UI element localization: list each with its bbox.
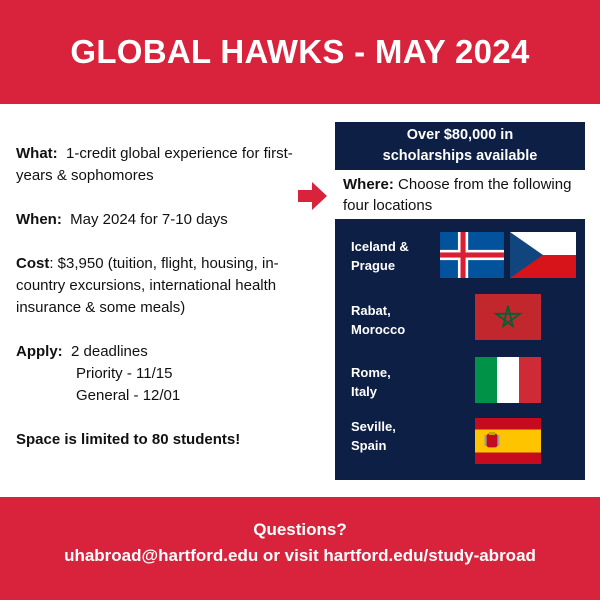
italy-flag-icon [475,357,541,403]
cost-item [16,253,316,319]
locations-panel [335,219,585,480]
where-text: Choose from the following four locations [343,176,572,214]
scholarship-line1: Over $80,000 in [406,127,514,143]
right-arrow-icon [298,181,328,211]
czech-flag-icon [510,232,576,278]
where-label: Where: [343,176,394,193]
location-line: Rome, [351,365,391,380]
location-line: Spain [351,438,387,453]
spain-flag-icon [475,418,541,464]
location-iceland-prague [351,237,409,275]
cost-label: Cost [16,255,50,272]
location-line: Rabat, [351,303,391,318]
location-rabat [351,301,405,339]
info-section [16,143,316,473]
scholarship-line2: scholarships available [382,148,538,164]
where-item [343,174,593,216]
apply-text: 2 deadlines [71,343,148,360]
footer-banner [0,497,600,600]
location-seville [351,417,396,455]
page-title: GLOBAL HAWKS - MAY 2024 [70,33,530,70]
when-item [16,209,316,231]
iceland-flag-icon [439,232,505,278]
morocco-flag-icon [475,294,541,340]
apply-item [16,341,316,407]
space-note: Space is limited to 80 students! [16,431,241,448]
apply-label: Apply: [16,343,63,360]
deadline-general: General - 12/01 [76,387,181,404]
location-line: Italy [351,384,378,399]
what-item [16,143,316,187]
location-line: Prague [351,258,396,273]
scholarship-banner [335,122,585,170]
location-line: Seville, [351,419,396,434]
when-text: May 2024 for 7-10 days [70,211,228,228]
header-banner [0,0,600,104]
what-text: 1-credit global experience for first-years & sophomores [16,145,293,184]
questions-heading: Questions? [253,520,347,539]
deadline-priority: Priority - 11/15 [76,365,173,382]
when-label: When: [16,211,62,228]
location-line: Morocco [351,322,406,337]
cost-text: : $3,950 (tuition, flight, housing, in-country excursions, international health insurance & some meals) [16,255,279,316]
location-line: Iceland & [351,239,409,254]
location-rome [351,363,391,401]
contact-info: uhabroad@hartford.edu or visit hartford.edu/study-abroad [64,546,536,565]
what-label: What: [16,145,58,162]
